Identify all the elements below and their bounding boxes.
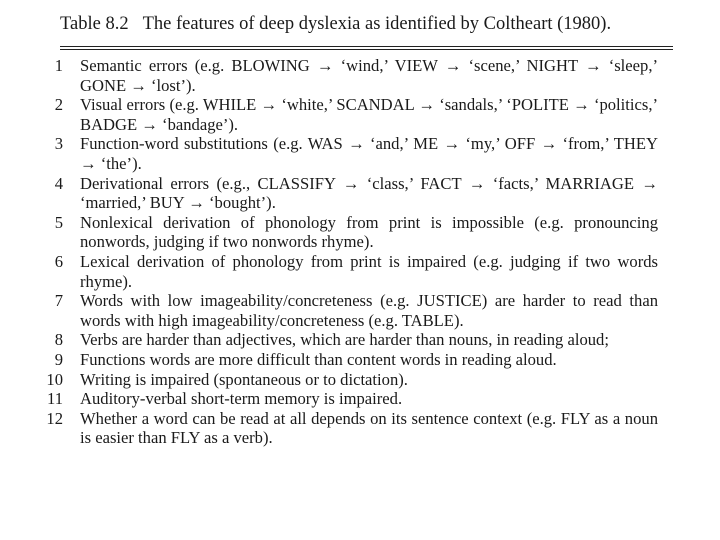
list-item (40, 370, 680, 390)
item-number: 12 (46, 408, 63, 428)
item-number: 1 (54, 56, 63, 75)
item-text: Auditory-verbal short-term memory is impaired. (80, 389, 403, 409)
list-item (40, 213, 680, 252)
item-number: 5 (54, 212, 63, 232)
item-number: 10 (46, 369, 63, 389)
item-text: Words with low imageability/concreteness (e.g. JUSTICE) are harder to read than words with high imageability/concreteness (e.g. TABLE). (80, 291, 658, 330)
list-item (40, 56, 680, 95)
item-text: Nonlexical derivation of phonology from print is impossible (e.g. pronouncing nonwords, judging if two nonwords rhyme). (80, 212, 658, 252)
item-text: Derivational errors (e.g., CLASSIFY → ‘class,’ FACT → ‘facts,’ MARRIAGE → ‘married,’ BUY → ‘bought’). (80, 173, 658, 213)
list-item (40, 174, 680, 213)
list-item (40, 350, 680, 370)
list-item (40, 134, 680, 173)
item-number: 7 (54, 291, 63, 311)
item-text: Functions words are more difficult than content words in reading aloud. (80, 349, 557, 369)
item-number: 3 (54, 134, 63, 154)
item-number: 4 (54, 173, 63, 193)
item-text: Writing is impaired (spontaneous or to dictation). (80, 369, 408, 389)
caption-rule-lower (60, 49, 673, 50)
item-text: Whether a word can be read at all depends on its sentence context (e.g. FLY as a noun is easier than FLY as a verb). (80, 408, 658, 448)
item-text: Function-word substitutions (e.g. WAS → ‘and,’ ME → ‘my,’ OFF → ‘from,’ THEY → ‘the’). (80, 134, 658, 173)
list-item (40, 252, 680, 291)
item-text: Lexical derivation of phonology from print is impaired (e.g. judging if two words rhyme). (80, 251, 658, 291)
list-item (40, 389, 680, 409)
list-item (40, 291, 680, 330)
item-number: 6 (54, 251, 63, 271)
list-item (40, 95, 680, 134)
table-label: Table 8.2 (60, 14, 129, 34)
item-text: Semantic errors (e.g. BLOWING → ‘wind,’ VIEW → ‘scene,’ NIGHT → ‘sleep,’ GONE → ‘lost’). (80, 56, 658, 95)
item-text: Verbs are harder than adjectives, which are harder than nouns, in reading aloud; (80, 330, 609, 350)
list-item (40, 330, 680, 350)
item-number: 8 (54, 330, 63, 350)
feature-list (40, 56, 680, 448)
item-number: 9 (54, 349, 63, 369)
table-title: The features of deep dyslexia as identified by Coltheart (1980). (142, 14, 612, 34)
item-number: 2 (54, 95, 63, 115)
list-item (40, 409, 680, 448)
item-number: 11 (47, 389, 63, 409)
item-text: Visual errors (e.g. WHILE → ‘white,’ SCANDAL → ‘sandals,’ ‘POLITE → ‘politics,’ BADGE → ‘bandage’). (80, 95, 658, 134)
table-caption (60, 13, 700, 35)
caption-rule-upper (60, 46, 673, 47)
